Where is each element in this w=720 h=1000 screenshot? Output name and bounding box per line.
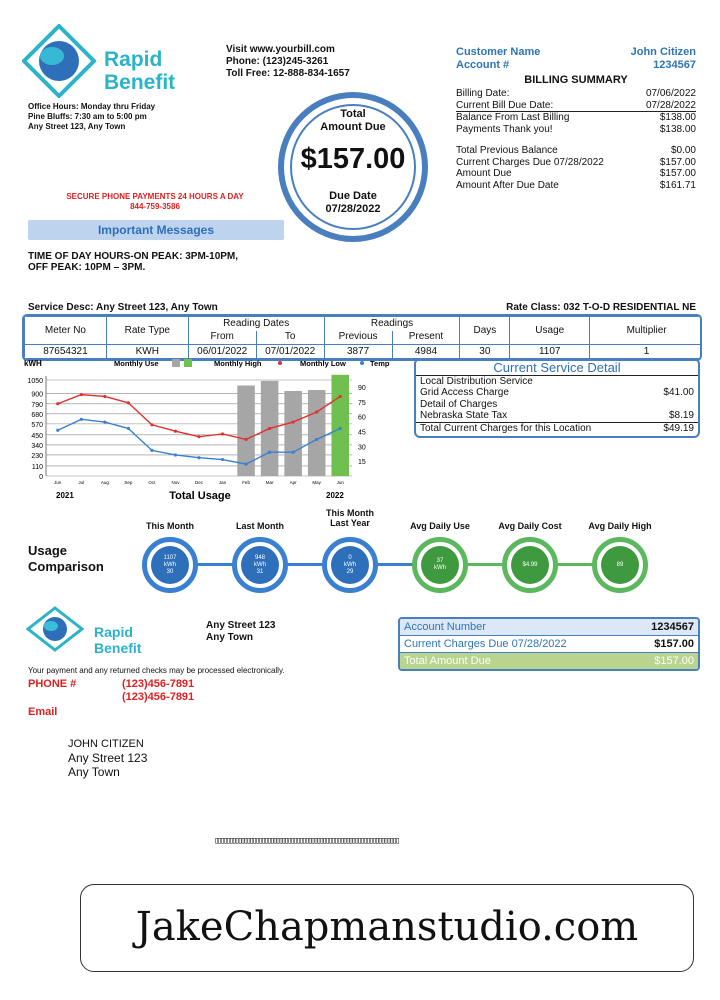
total-amount-due-row-value: $157.00 (654, 655, 694, 667)
legend-monthly-use: Monthly Use (114, 359, 159, 368)
phone-block (28, 678, 194, 719)
watermark-text: JakeChapmanstudio.com (135, 904, 639, 950)
total-label-line1: Total (340, 108, 366, 120)
mail-street: Any Street 123 (68, 751, 148, 765)
summary-row (456, 145, 696, 157)
summary-value: 07/28/2022 (645, 99, 696, 111)
service-row-label: Local Distribution Service (420, 376, 533, 387)
due-date-value: 07/28/2022 (325, 203, 381, 215)
total-amount: $157.00 (300, 143, 406, 175)
summary-label: Payments Thank you! (456, 123, 553, 135)
service-row-value: $8.19 (668, 410, 694, 421)
secure-payments-line: SECURE PHONE PAYMENTS 24 HOURS A DAY (66, 192, 244, 201)
office-pine-bluffs: Pine Bluffs: 7:30 am to 5:00 pm (28, 112, 147, 121)
chart-y-tick: 900 (31, 391, 43, 399)
summary-value: $138.00 (659, 112, 696, 123)
comparison-ring-line: 31 (256, 568, 264, 575)
service-description: Service Desc: Any Street 123, Any Town (28, 302, 218, 313)
summary-label: Current Bill Due Date: (456, 99, 554, 111)
monthly-high-point (292, 420, 295, 423)
summary-row (456, 180, 696, 192)
header-rate-type: Rate Type (106, 317, 188, 345)
comparison-ring-value (151, 546, 189, 584)
summary-label: Amount After Due Date (456, 179, 559, 191)
account-number-label: Account # (456, 59, 510, 71)
summary-row (456, 157, 696, 169)
monthly-low-point (339, 427, 342, 430)
monthly-high-point (174, 430, 177, 433)
contact-tollfree[interactable]: Toll Free: 12-888-834-1657 (226, 68, 350, 79)
customer-name-label: Customer Name (456, 46, 541, 58)
meter-table (22, 314, 702, 361)
header-from: From (188, 331, 256, 345)
chart-y-tick: 680 (31, 411, 43, 419)
monthly-low-point (174, 453, 177, 456)
account-number-row-label: Account Number (404, 621, 486, 633)
header-to: To (256, 331, 324, 345)
comparison-label: Avg Daily Cost (498, 521, 562, 531)
comparison-ring-value (241, 546, 279, 584)
summary-row (456, 100, 696, 113)
comparison-label: Avg Daily High (588, 521, 652, 531)
chart-x-tick: Jun (336, 480, 344, 485)
company-name-line1: Rapid (104, 48, 163, 71)
legend-use-swatch (172, 359, 180, 367)
cell-to: 07/01/2022 (256, 345, 324, 359)
chart-x-tick: Nov (171, 480, 180, 485)
header-multiplier: Multiplier (590, 317, 702, 345)
company-name-line2: Benefit (104, 71, 176, 94)
customer-name: John Citizen (630, 46, 696, 58)
phone-number-1[interactable]: (123)456-7891 (122, 678, 195, 690)
comparison-ring-value (601, 546, 639, 584)
chart-y2-tick: 60 (358, 414, 366, 422)
monthly-high-point (127, 401, 130, 404)
monthly-high-point (244, 438, 247, 441)
comparison-ring-line: kWh (434, 565, 446, 571)
comparison-ring (502, 537, 558, 593)
service-total-label: Total Current Charges for this Location (420, 423, 592, 434)
chart-bar (308, 390, 326, 476)
chart-y-tick: 1050 (27, 378, 43, 385)
comparison-ring (232, 537, 288, 593)
chart-y-tick: 450 (31, 432, 43, 440)
cell-previous: 3877 (324, 345, 392, 359)
chart-bar (284, 391, 302, 476)
mailing-address (68, 737, 147, 779)
comparison-ring-line: 29 (346, 568, 354, 575)
legend-temp: Temp (370, 359, 390, 368)
monthly-low-point (244, 463, 247, 466)
legend-low-marker (360, 361, 364, 365)
chart-y-tick: 230 (31, 452, 43, 460)
billing-summary-title: BILLING SUMMARY (524, 74, 628, 86)
summary-value: $161.71 (659, 179, 696, 191)
comparison-label: This Month (146, 521, 194, 531)
account-number-row (400, 619, 698, 636)
monthly-high-point (315, 410, 318, 413)
chart-y2-tick: 90 (358, 384, 366, 392)
office-info (28, 102, 155, 132)
header-present: Present (392, 331, 460, 345)
office-hours: Office Hours: Monday thru Friday (28, 102, 156, 111)
watermark-banner (80, 884, 694, 972)
due-date-block (284, 190, 422, 216)
company-name-small (94, 624, 141, 656)
summary-row (456, 168, 696, 180)
chart-x-tick: Mar (265, 480, 274, 485)
comparison-ring-value (421, 546, 459, 584)
comparison-ring (592, 537, 648, 593)
important-messages-body (28, 251, 238, 273)
secure-payments (30, 192, 280, 212)
company-logo-icon (22, 24, 96, 98)
summary-value: 07/06/2022 (645, 88, 696, 99)
contact-website[interactable]: Visit www.yourbill.com (226, 44, 335, 55)
chart-y-tick: 570 (31, 421, 43, 429)
comparison-ring (142, 537, 198, 593)
service-total-row (416, 423, 698, 435)
summary-value: $0.00 (670, 145, 696, 156)
total-amount-due-row-label: Total Amount Due (404, 655, 491, 667)
summary-value: $138.00 (659, 123, 696, 135)
company-name-small-line1: Rapid (94, 624, 133, 640)
cell-rate-type: KWH (106, 345, 188, 359)
monthly-low-point (56, 429, 59, 432)
monthly-high-point (80, 393, 83, 396)
monthly-low-point (103, 420, 106, 423)
customer-info (456, 46, 696, 72)
header-reading-dates: Reading Dates (188, 317, 324, 331)
total-amount-due-row (400, 653, 698, 669)
summary-label: Total Previous Balance (456, 145, 558, 156)
comparison-ring-line: 948 (254, 554, 265, 561)
cell-meter-no: 87654321 (25, 345, 107, 359)
header-readings: Readings (324, 317, 460, 331)
summary-label: Billing Date: (456, 88, 510, 99)
monthly-low-point (80, 418, 83, 421)
legend-high-marker (278, 361, 282, 365)
chart-x-tick: Jan (218, 480, 227, 485)
billing-summary (456, 88, 696, 191)
remit-street: Any Street 123 (206, 620, 276, 631)
office-street: Any Street 123, Any Town (28, 122, 126, 131)
monthly-high-point (103, 395, 106, 398)
monthly-high-point (339, 395, 342, 398)
mail-name: JOHN CITIZEN (68, 738, 144, 750)
cell-present: 4984 (392, 345, 460, 359)
service-row-label: Detail of Charges (420, 399, 498, 410)
postal-barcode: ▯▯▯▯▯▯▯▯▯▯▯▯▯▯▯▯▯▯▯▯▯▯▯▯▯▯▯▯▯▯▯▯▯▯▯▯▯▯▯▯▯▯▯▯▯▯▯▯▯▯▯▯▯▯▯▯▯▯▯▯▯▯▯ (214, 836, 398, 846)
monthly-high-point (56, 402, 59, 405)
service-row (416, 399, 698, 410)
comparison-label: Avg Daily Use (410, 521, 470, 531)
comparison-label: This Month Last Year (326, 508, 374, 528)
current-service-detail (414, 358, 700, 438)
chart-year-end: 2022 (326, 491, 344, 500)
chart-y2-tick: 30 (358, 444, 366, 452)
message-line-2: OFF PEAK: 10PM – 3PM. (28, 262, 146, 273)
phone-label: PHONE # (28, 678, 77, 690)
service-total-value: $49.19 (663, 423, 694, 434)
message-line-1: TIME OF DAY HOURS-ON PEAK: 3PM-10PM, (28, 251, 239, 262)
summary-row (456, 112, 696, 124)
usage-comparison-title-line1: Usage (28, 543, 68, 558)
chart-y-tick: 110 (31, 463, 43, 471)
monthly-high-point (221, 432, 224, 435)
header-usage: Usage (510, 317, 590, 345)
chart-x-tick: May (312, 480, 321, 485)
comparison-ring-line: kWh (164, 561, 176, 568)
current-charges-row-label: Current Charges Due 07/28/2022 (404, 638, 567, 650)
total-label (284, 108, 422, 134)
chart-y2-tick: 15 (358, 459, 366, 467)
comparison-ring-line: 1107 (163, 554, 177, 561)
service-row-label: Nebraska State Tax (420, 410, 508, 421)
service-row-label: Grid Access Charge (420, 387, 509, 398)
current-charges-row (400, 636, 698, 653)
monthly-low-point (221, 458, 224, 461)
remit-address (206, 620, 275, 644)
cell-days: 30 (460, 345, 510, 359)
contact-info (226, 44, 350, 80)
comparison-label: Last Month (236, 521, 284, 531)
monthly-low-point (315, 438, 318, 441)
comparison-ring-line: kWh (254, 561, 266, 568)
company-name (104, 48, 175, 94)
usage-comparison-title-line2: Comparison (28, 559, 104, 574)
chart-x-tick: Jun (54, 480, 62, 485)
comparison-ring-line: 89 (616, 561, 624, 568)
chart-x-tick: Feb (242, 480, 250, 485)
rate-class: Rate Class: 032 T-O-D RESIDENTIAL NE (506, 302, 696, 313)
monthly-low-point (150, 449, 153, 452)
summary-value: $157.00 (659, 168, 696, 179)
comparison-ring-line: 30 (166, 568, 174, 575)
mail-town: Any Town (68, 765, 120, 779)
chart-x-tick: Aug (100, 480, 109, 485)
chart-x-tick: Dec (194, 480, 204, 485)
account-number-row-value: 1234567 (651, 621, 694, 633)
company-name-small-line2: Benefit (94, 640, 142, 656)
important-messages-header (28, 220, 284, 240)
chart-xlabel: Total Usage (169, 490, 231, 502)
usage-chart (22, 356, 392, 506)
summary-label: Balance From Last Billing (456, 112, 570, 123)
usage-comparison-title (28, 543, 104, 575)
summary-label: Current Charges Due 07/28/2022 (456, 156, 604, 168)
monthly-low-point (197, 456, 200, 459)
chart-y2-tick: 45 (358, 429, 366, 437)
chart-y-tick: 340 (31, 442, 43, 450)
cell-multiplier: 1 (590, 345, 702, 359)
chart-x-tick: Apr (289, 480, 297, 485)
comparison-ring (322, 537, 378, 593)
phone-number-2[interactable]: (123)456-7891 (122, 691, 195, 703)
comparison-ring-line: kWh (344, 561, 356, 568)
legend-current-swatch (184, 359, 192, 367)
chart-bar (331, 375, 349, 476)
total-label-line2: Amount Due (320, 121, 386, 133)
comparison-ring-line: 0 (348, 554, 352, 561)
chart-y-tick: 0 (39, 474, 43, 481)
monthly-low-point (127, 427, 130, 430)
chart-ylabel: kWH (24, 359, 42, 368)
chart-year-start: 2021 (56, 491, 74, 500)
chart-x-tick: Sep (124, 480, 133, 485)
cell-usage: 1107 (510, 345, 590, 359)
account-number: 1234567 (653, 59, 696, 71)
contact-phone[interactable]: Phone: (123)245-3261 (226, 56, 329, 67)
legend-monthly-high: Monthly High (214, 359, 262, 368)
chart-x-tick: Jul (78, 480, 85, 485)
summary-row (456, 124, 696, 136)
summary-value: $157.00 (659, 156, 696, 168)
summary-row (456, 88, 696, 100)
summary-label: Amount Due (456, 168, 512, 179)
email-label[interactable]: Email (28, 706, 58, 718)
header-previous: Previous (324, 331, 392, 345)
company-logo-small-icon (26, 606, 84, 652)
service-row-value: $41.00 (663, 387, 694, 398)
monthly-low-point (268, 451, 271, 454)
comparison-ring-line: 37 (436, 558, 444, 564)
current-service-title: Current Service Detail (416, 360, 698, 376)
header-days: Days (460, 317, 510, 345)
monthly-high-point (197, 435, 200, 438)
service-row (416, 387, 698, 399)
comparison-ring-line: $4.99 (522, 561, 538, 568)
chart-y-tick: 790 (31, 401, 43, 409)
chart-y2-tick: 75 (358, 399, 366, 407)
comparison-ring-value (331, 546, 369, 584)
comparison-ring (412, 537, 468, 593)
comparison-ring-value (511, 546, 549, 584)
total-due-circle (278, 92, 428, 242)
header-meter-no: Meter No (25, 317, 107, 345)
service-row (416, 410, 698, 423)
cell-from: 06/01/2022 (188, 345, 256, 359)
monthly-high-point (150, 423, 153, 426)
important-messages-title: Important Messages (97, 223, 215, 237)
service-row (416, 376, 698, 387)
due-date-label: Due Date (329, 190, 377, 202)
legend-monthly-low: Monthly Low (300, 359, 346, 368)
secure-payments-phone[interactable]: 844-759-3586 (130, 202, 180, 211)
payment-note: Your payment and any returned checks may be processed electronically. (28, 666, 285, 675)
chart-x-tick: Oct (148, 480, 156, 485)
account-summary-box (398, 617, 700, 671)
monthly-low-point (292, 451, 295, 454)
current-charges-row-value: $157.00 (654, 638, 694, 650)
remit-town: Any Town (206, 632, 254, 643)
monthly-high-point (268, 427, 271, 430)
